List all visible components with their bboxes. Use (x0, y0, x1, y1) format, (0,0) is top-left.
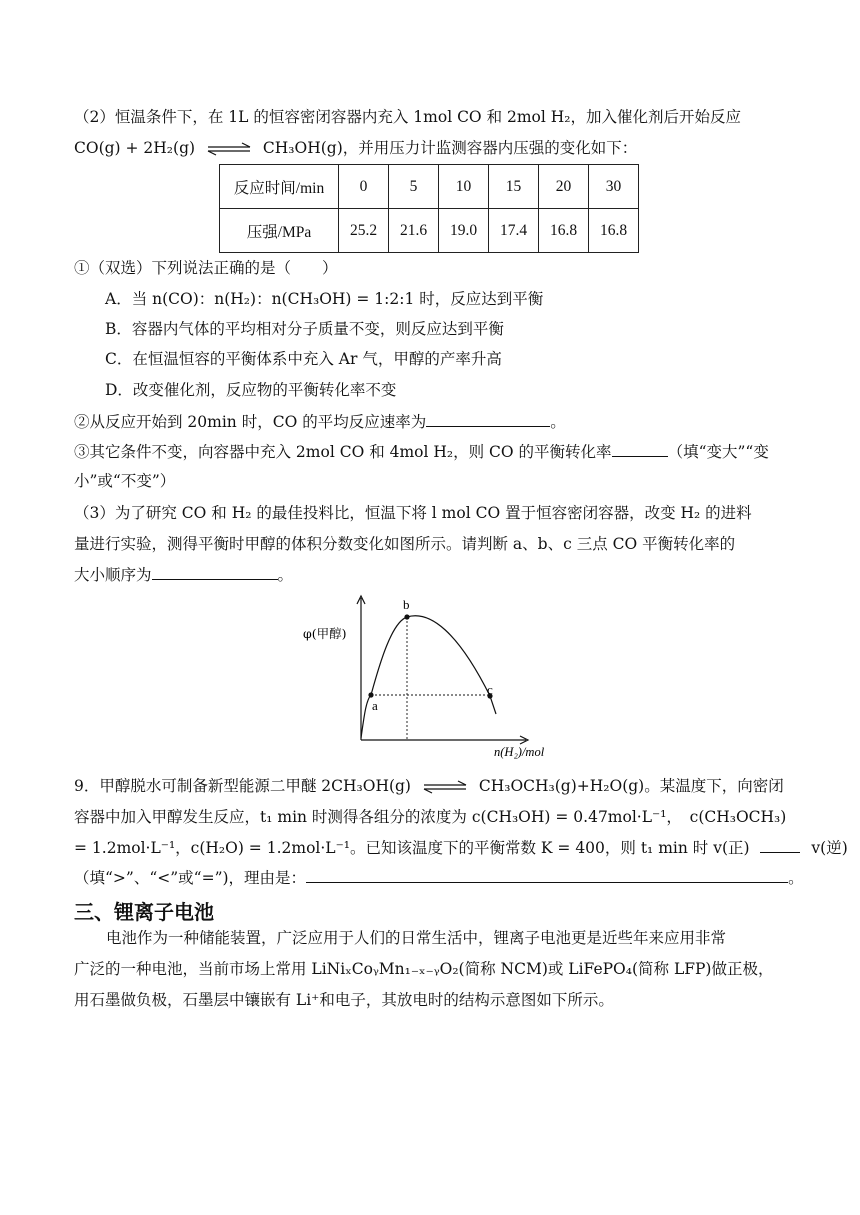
q9-line4-text: （填“>”、“<”或“=”)，理由是： (74, 869, 307, 887)
equation-left: CO(g) + 2H₂(g) (74, 139, 196, 157)
q9-line1 (74, 775, 784, 797)
equation-right: CH₃OH(g)，并用压力计监测容器内压强的变化如下： (262, 139, 638, 157)
sub3-line2: 小”或“不变”） (74, 472, 176, 490)
table-cell: 0 (339, 165, 389, 209)
table-row (220, 209, 639, 253)
table-cell: 17.4 (489, 209, 539, 253)
q3-line3-end: 。 (277, 566, 294, 584)
q2-line1: （2）恒温条件下，在 1L 的恒容密闭容器内充入 1mol CO 和 2mol H₂，加入催化剂后开始反应 (74, 108, 742, 126)
answer-blank (760, 836, 800, 853)
table-cell: 30 (589, 165, 639, 209)
para-line3: 用石墨做负极，石墨层中镶嵌有 Li⁺和电子，其放电时的结构示意图如下所示。 (74, 991, 614, 1009)
q9-line3 (74, 836, 848, 859)
table-header-pressure: 压强/MPa (220, 209, 339, 253)
sub3-line1 (74, 440, 769, 463)
point-b-marker (404, 614, 409, 619)
sub3-text: ③其它条件不变，向容器中充入 2mol CO 和 4mol H₂，则 CO 的平衡转化率 (74, 443, 612, 461)
q9-line4-end: 。 (788, 869, 804, 887)
sub1-stem: ①（双选）下列说法正确的是（ ） (74, 259, 338, 277)
option-a: A．当 n(CO)：n(H₂)：n(CH₃OH) = 1:2:1 时，反应达到平衡 (105, 290, 544, 308)
q9-line3-b: v(逆) (811, 839, 848, 857)
table-cell: 21.6 (389, 209, 439, 253)
table-cell: 16.8 (539, 209, 589, 253)
section-heading: 三、锂离子电池 (74, 900, 214, 924)
sub2-end: 。 (550, 413, 566, 431)
para-line1: 电池作为一种储能装置，广泛应用于人们的日常生活中，锂离子电池更是近些年来应用非常 (106, 929, 727, 947)
point-a-marker (368, 692, 373, 697)
table-cell: 25.2 (339, 209, 389, 253)
table-cell: 16.8 (589, 209, 639, 253)
equilibrium-arrow-icon (206, 142, 252, 156)
q3-line2: 量进行实验，测得平衡时甲醇的体积分数变化如图所示。请判断 a、b、c 三点 CO 平衡转化率的 (74, 535, 736, 553)
pressure-table (219, 164, 639, 253)
q9-line4 (74, 866, 804, 889)
point-b-label: b (403, 597, 410, 612)
q9-line2: 容器中加入甲醇发生反应，t₁ min 时测得各组分的浓度为 c(CH₃OH) = 0.47mol·L⁻¹， c(CH₃OCH₃) (74, 808, 787, 826)
point-a-label: a (372, 698, 378, 713)
answer-blank (152, 563, 278, 580)
table-header-time: 反应时间/min (220, 165, 339, 209)
sub3-text-end: （填“变大”“变 (667, 443, 769, 461)
q3-line1: （3）为了研究 CO 和 H₂ 的最佳投料比，恒温下将 l mol CO 置于恒容密闭容器，改变 H₂ 的进料 (74, 504, 752, 522)
table-cell: 10 (439, 165, 489, 209)
para-line2: 广泛的一种电池，当前市场上常用 LiNiₓCoᵧMn₁₋ₓ₋ᵧO₂(简称 NCM)或 LiFePO₄(简称 LFP)做正极， (74, 960, 774, 978)
q3-line3-text: 大小顺序为 (74, 566, 152, 584)
table-cell: 15 (489, 165, 539, 209)
equilibrium-arrow-icon (422, 780, 468, 794)
option-c: C．在恒温恒容的平衡体系中充入 Ar 气，甲醇的产率升高 (105, 350, 502, 368)
methanol-fraction-graph (300, 592, 570, 764)
answer-blank (306, 866, 788, 883)
option-b: B．容器内气体的平均相对分子质量不变，则反应达到平衡 (105, 320, 504, 338)
point-c-label: c (487, 682, 493, 697)
sub2-text: ②从反应开始到 20min 时，CO 的平均反应速率为 (74, 413, 427, 431)
table-cell: 19.0 (439, 209, 489, 253)
option-d: D．改变催化剂，反应物的平衡转化率不变 (105, 381, 397, 399)
y-axis-label: φ(甲醇) (303, 626, 347, 641)
q9-line3-a: = 1.2mol·L⁻¹，c(H₂O) = 1.2mol·L⁻¹。已知该温度下的平衡常数 K = 400，则 t₁ min 时 v(正) (74, 839, 750, 857)
answer-blank (426, 410, 550, 427)
table-row (220, 165, 639, 209)
table-cell: 20 (539, 165, 589, 209)
q2-equation-line (74, 137, 637, 159)
x-axis-label: n(H₂)/mol (494, 745, 545, 759)
q9-line1-a: 9．甲醇脱水可制备新型能源二甲醚 2CH₃OH(g) (74, 777, 411, 795)
q9-line1-b: CH₃OCH₃(g)+H₂O(g)。某温度下，向密闭 (478, 777, 784, 795)
sub2-line (74, 410, 566, 433)
methanol-curve (361, 616, 496, 738)
table-cell: 5 (389, 165, 439, 209)
answer-blank (612, 440, 668, 457)
q3-line3 (74, 563, 293, 586)
